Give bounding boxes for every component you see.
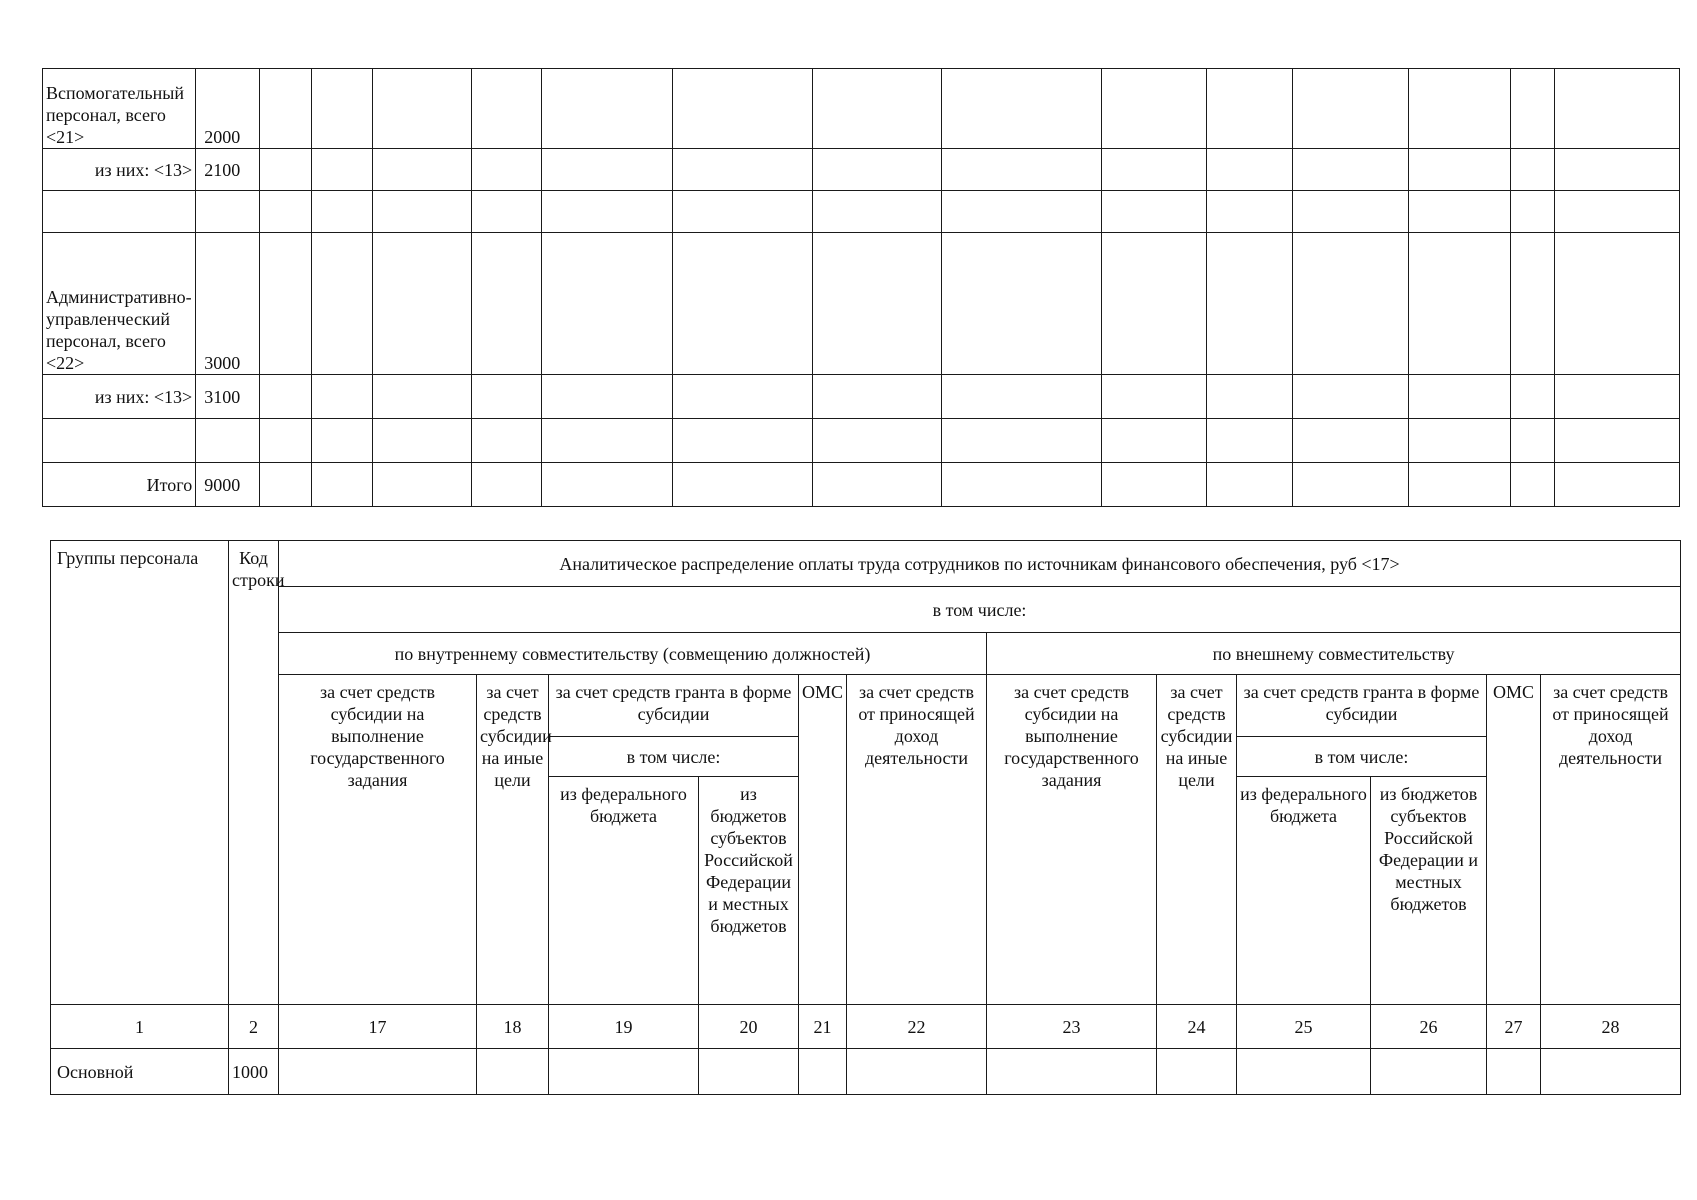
- column-number: 19: [549, 1005, 699, 1049]
- row-code: 9000: [196, 463, 259, 507]
- row-code: [196, 419, 259, 463]
- header-personnel-groups: Группы персонала: [51, 541, 229, 1005]
- row-label: [43, 419, 196, 463]
- header-analytic-distribution: Аналитическое распределение оплаты труда сотрудников по источникам финансового обеспечения, руб <17>: [279, 541, 1681, 587]
- column-number: 24: [1157, 1005, 1237, 1049]
- table-row: [43, 69, 1680, 149]
- header-row-code: Код строки: [229, 541, 279, 1005]
- table-row: [43, 233, 1680, 375]
- row-code: 3000: [196, 233, 259, 375]
- header-including: в том числе:: [279, 587, 1681, 633]
- column-number: 23: [987, 1005, 1157, 1049]
- header-subsidy-other-int: за счет средств субсидии на иные цели: [477, 675, 549, 1005]
- header-oms-ext: ОМС: [1487, 675, 1541, 1005]
- payroll-distribution-table: [50, 540, 1681, 1095]
- header-regional-budget-int: из бюджетов субъектов Российской Федерации и местных бюджетов: [699, 777, 799, 1005]
- table-row: [51, 1049, 1681, 1095]
- header-grant-int: за счет средств гранта в форме субсидии: [549, 675, 799, 737]
- row-code: 2000: [196, 69, 259, 149]
- header-grant-ext: за счет средств гранта в форме субсидии: [1237, 675, 1487, 737]
- column-numbers-row: [51, 1005, 1681, 1049]
- header-subsidy-state-task-int: за счет средств субсидии на выполнение государственного задания: [279, 675, 477, 1005]
- row-code: [196, 191, 259, 233]
- row-label: из них: <13>: [43, 375, 196, 419]
- column-number: 26: [1371, 1005, 1487, 1049]
- header-grant-including-ext: в том числе:: [1237, 737, 1487, 777]
- row-label: Административно-управленческий персонал, всего <22>: [43, 233, 196, 375]
- table-row: [43, 191, 1680, 233]
- column-number: 21: [799, 1005, 847, 1049]
- table-row: [43, 463, 1680, 507]
- table-header-row: [51, 633, 1681, 675]
- column-number: 28: [1541, 1005, 1681, 1049]
- header-grant-including-int: в том числе:: [549, 737, 799, 777]
- header-subsidy-state-task-ext: за счет средств субсидии на выполнение государственного задания: [987, 675, 1157, 1005]
- column-number: 25: [1237, 1005, 1371, 1049]
- row-label: Вспомогательный персонал, всего <21>: [43, 69, 196, 149]
- column-number: 20: [699, 1005, 799, 1049]
- header-regional-budget-ext: из бюджетов субъектов Российской Федерации и местных бюджетов: [1371, 777, 1487, 1005]
- header-income-activity-ext: за счет средств от приносящей доход деятельности: [1541, 675, 1681, 1005]
- row-code: 1000: [229, 1049, 279, 1095]
- row-label: [43, 191, 196, 233]
- table-row: [43, 419, 1680, 463]
- row-code: 2100: [196, 149, 259, 191]
- row-label: Итого: [43, 463, 196, 507]
- header-internal-combination: по внутреннему совместительству (совмещению должностей): [279, 633, 987, 675]
- table-row: [43, 375, 1680, 419]
- header-external-combination: по внешнему совместительству: [987, 633, 1681, 675]
- header-federal-budget-ext: из федерального бюджета: [1237, 777, 1371, 1005]
- header-oms-int: ОМС: [799, 675, 847, 1005]
- column-number: 2: [229, 1005, 279, 1049]
- row-label: из них: <13>: [43, 149, 196, 191]
- column-number: 18: [477, 1005, 549, 1049]
- header-federal-budget-int: из федерального бюджета: [549, 777, 699, 1005]
- column-number: 17: [279, 1005, 477, 1049]
- table-header-row: [51, 587, 1681, 633]
- column-number: 1: [51, 1005, 229, 1049]
- header-subsidy-other-ext: за счет средств субсидии на иные цели: [1157, 675, 1237, 1005]
- column-number: 27: [1487, 1005, 1541, 1049]
- table-row: [43, 149, 1680, 191]
- column-number: 22: [847, 1005, 987, 1049]
- row-label: Основной: [51, 1049, 229, 1095]
- table-header-row: [51, 541, 1681, 587]
- table-header-row: [51, 675, 1681, 737]
- header-income-activity-int: за счет средств от приносящей доход деятельности: [847, 675, 987, 1005]
- row-code: 3100: [196, 375, 259, 419]
- staff-table-continuation: [42, 68, 1680, 507]
